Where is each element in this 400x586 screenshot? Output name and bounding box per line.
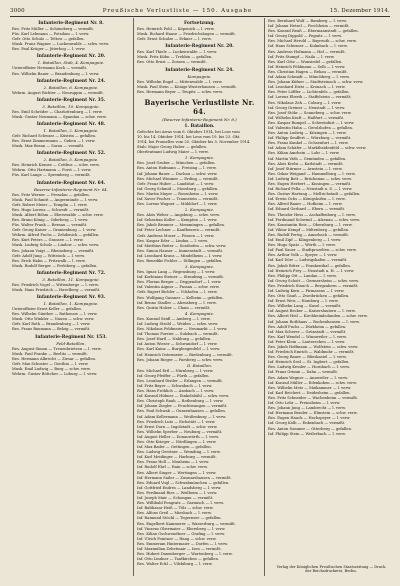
casualty-entry: Res. Wilhelm Günther — Rathenow — l. verw. <box>12 312 98 317</box>
casualty-entry: Inf. Joseph Mair — Schongau — vermißt. <box>137 496 214 501</box>
casualty-entry: Res. Peter Löffler — Lichtenfels — gefallen. <box>268 90 350 95</box>
casualty-entry: Res. Kilian Amrhein — Lohr — l. verw. <box>268 151 340 156</box>
footer-note: Verlag der Königlichen Preußischen Staatszeitung — Druck der Reichsdruckerei, Berlin. <box>276 564 386 574</box>
casualty-entry: Res. Josef Gruber — München — gefallen. <box>137 161 216 166</box>
casualty-entry: Res. Wilhelm Lang — Kusel — vermißt. <box>268 304 342 309</box>
casualty-entry: Inf. Georg Pfeiffer — Fürth — gefallen. <box>137 373 210 378</box>
casualty-entry: Res. Oskar Weigand — Hammelburg — l. verw. <box>268 171 356 176</box>
casualty-entry: Inf. Philipp Seuffert — Würzburg — vermißt. <box>268 136 352 141</box>
casualty-entry: Res. Hugo Spatz — Wörth — l. verw. <box>268 243 336 248</box>
casualty-entry: Füs. Karl Lange — Spremberg — vermißt. <box>12 173 91 178</box>
casualty-entry: Inf. Martin Väth — Gemünden — gefallen. <box>268 156 347 161</box>
casualty-entry: Unteroffizier Hermann Koch — vermißt. <box>12 66 88 71</box>
casualty-entry: Inf. Hermann Sailer — Zusmarshausen — vermißt. <box>137 475 232 480</box>
casualty-entry: Gefr. Karl Roth — Brandenburg — l. verw. <box>12 322 91 327</box>
middle-list <box>137 130 262 568</box>
section-subheading: 3. Bataillon, 10. Kompagnie. <box>42 103 100 109</box>
casualty-entry: Inf. Ernst Weis — Homburg — l. verw. <box>268 299 339 304</box>
column-left <box>12 19 130 578</box>
page-number: 3000 <box>10 8 25 14</box>
casualty-entry: Inf. Heinrich Seel — St. Ingbert — gefallen. <box>268 360 350 365</box>
casualty-entry: Res. Martin Mayer — Rosenheim — l. verw. <box>137 191 219 196</box>
casualty-entry: Inf. Max Bader — Oettingen — gefallen. <box>137 445 212 450</box>
casualty-entry: Inf. Valentin Aigner — Passau — schw. verw. <box>137 285 220 290</box>
casualty-entry: Res. Josef Stöhr — Sonneberg — schw. verw. <box>268 110 352 115</box>
casualty-entry: Res. Heinrich Pohl — Köpenick — l. verw. <box>137 27 215 31</box>
casualty-entry: Res. Wilhelm Engel — Mittenwalde — l. verw. <box>137 79 223 84</box>
section-heading: Infanterie-Regiment Nr. 153. <box>35 334 107 340</box>
casualty-entry: Inf. Ulrich Pointner — Haag — schw. verw. <box>137 536 217 541</box>
casualty-entry: Res. Hermann Albrecht — Ziesar — gefallen. <box>12 356 97 361</box>
casualty-entry: Inf. Johann Rothhaas — Rockenhausen — l. verw. <box>268 319 360 324</box>
casualty-entry: Inf. Karl Meidinger — Harburg — vermißt. <box>137 455 217 460</box>
casualty-entry: Res. Walter Eckl — Vilsbiburg — l. verw. <box>137 562 213 567</box>
casualty-entry: Unteroffizier Ernst Keller — gefallen. <box>12 307 82 312</box>
column-divider <box>264 18 265 576</box>
casualty-entry: Inf. Leonhard Dietz — Kronach — l. verw. <box>268 85 346 90</box>
header-rule <box>10 16 390 17</box>
casualty-entry: 1914, bei Fromelles vom 25. Oktober bis 5. November 1914. <box>137 140 251 145</box>
casualty-entry: Res. Simon Hauser — Immenstadt — vermißt. <box>137 248 224 253</box>
casualty-entry: Res. Ferdinand Ries — Weilheim — l. verw. <box>137 490 218 495</box>
casualty-entry: Res. Bernhard Wolf — Bamberg — l. verw. <box>268 19 347 23</box>
casualty-entry: Inf. Balthasar Heiß — Tölz — schw. verw. <box>137 506 214 511</box>
casualty-entry: Res. Jakob Ritter — Frankenthal — gefallen. <box>268 263 351 268</box>
casualty-entry: Inf. Viktor Kempf — Miltenberg — gefallen. <box>268 227 350 232</box>
column-right <box>268 19 390 578</box>
casualty-entry: Wehrm. Gustav Böttcher — Loburg — l. verw. <box>12 372 98 377</box>
casualty-entry: Res. Jakob Brunner — Memmingen — gefallen. <box>137 223 226 228</box>
casualty-entry: Res. Georg Bauer — Blieskastel — l. verw. <box>268 355 347 360</box>
casualty-entry: Res. Wilhelm Metz — Maikammer — l. verw. <box>268 385 352 390</box>
section-heading: Infanterie-Regiment Nr. 48. <box>36 121 106 127</box>
section-heading: Infanterie-Regiment Nr. 24. <box>165 67 234 73</box>
casualty-entry: Res. Kurt Peters — Gransee — l. verw. <box>12 238 84 243</box>
casualty-entry: Musk. Max Braun — Sorau — vermißt. <box>12 144 85 149</box>
casualty-entry: Res. Philipp Ott — Landau — l. verw. <box>268 273 337 278</box>
casualty-entry: Res. Otto Krieger — Nördlingen — l. verw. <box>137 440 217 444</box>
casualty-entry: Inf. Ludwig Bott — Brückenau — schw. verw. <box>268 176 353 181</box>
casualty-entry: Gefr. Ernst Schulze — Erkner — l. verw. <box>137 37 212 42</box>
casualty-entry: Inf. Lorenz Eberth — Staffelstein — vermißt. <box>268 95 352 100</box>
section-heading: Infanterie-Regiment Nr. 35. <box>36 97 106 103</box>
battalion-heading: 1. Bataillon. <box>184 123 215 129</box>
casualty-entry: Inf. Georg Kolb — Enkenbach — vermißt. <box>268 421 346 426</box>
column-divider <box>133 18 134 576</box>
casualty-entry: Res. Ludwig Kessler — Hornbach — l. verw. <box>268 365 351 370</box>
casualty-entry: Inf. Max Scherer — Grünstadt — vermißt. <box>268 329 347 334</box>
section-subheading: 1. Kompagnie. <box>184 155 215 161</box>
section-subheading: 2. Bataillon, 6. Kompagnie. <box>43 84 99 90</box>
casualty-entry: Gefr. Max Schuster — Genthin — l. verw. <box>12 361 89 366</box>
casualty-entry: Res. Hugo Lorenz — Schwedt — vermißt. <box>12 207 90 212</box>
casualty-entry: Res. Alfons Greil — Miesbach — l. verw. <box>137 511 212 516</box>
casualty-entry: Musk. Gustav Neumann — Spandau — schw. verw. <box>12 114 107 119</box>
casualty-entry: Res. Karl Thiele — Luckenwalde — l. verw. <box>137 50 218 55</box>
casualty-entry: Res. Benedikt Pichler — Dillingen — gefallen. <box>137 259 223 263</box>
casualty-entry: Musk. Richard Haase — Friedrichshagen — vermißt. <box>137 32 236 37</box>
casualty-entry: Musk. Rudolf Berger — Perleberg — gefallen. <box>12 263 98 268</box>
casualty-entry: Res. Alois Krebs — Karlstadt — vermißt. <box>268 161 344 166</box>
casualty-entry: Res. Jakob Hoffmann — Wolfstein — schw. verw. <box>268 345 359 349</box>
casualty-entry: Wehrm. Otto Hartmann — Forst — l. verw. <box>12 168 92 173</box>
list-title: Bayerische Verlustliste Nr. 64. <box>144 97 255 116</box>
casualty-entry: Res. Willibald Pongratz — Garmisch — l. verw. <box>137 501 225 506</box>
casualty-entry: Res. Friedrich Lutz — Eichstätt — l. verw. <box>137 419 216 424</box>
casualty-entry: Inf. Ferdinand Schwind — Alzenau — schw. verw. <box>268 217 361 222</box>
casualty-entry: Res. Ludwig Gerstner — Wemding — l. verw. <box>137 450 221 455</box>
casualty-entry: Res. Alois Weber — Augsburg — schw. verw. <box>137 213 221 218</box>
casualty-entry: Inf. Eduard Gerhard — Ebern — vermißt. <box>268 207 346 212</box>
casualty-entry: Inf. Franz Grimm — Dahn — vermißt. <box>268 370 339 375</box>
section-heading: Infanterie-Regiment Nr. 52. <box>36 151 106 157</box>
publication-title: Preußische Verlustliste — 150. Ausgabe <box>102 8 253 14</box>
casualty-entry: Füs. Karl Lehmann — Potsdam — l. verw. <box>12 32 90 37</box>
section-heading: Infanterie-Regiment Nr. 24. <box>36 78 106 84</box>
casualty-entry: Res. Leonhard Distler — Erlangen — vermißt. <box>137 378 223 383</box>
casualty-entry: Inf. Ernst Dorn — Ingolstadt — schw. verw. <box>137 424 218 429</box>
section-subheading: 1. Bataillon, 2. Kompagnie. <box>43 127 99 133</box>
casualty-entry: Res. Otto Ernst — Zossen — vermißt. <box>137 60 207 65</box>
section-subheading: II. Bataillon. <box>186 362 213 368</box>
casualty-entry: Res. Anton Ludwig — Kitzingen — l. verw. <box>268 131 347 136</box>
casualty-entry: Inf. Xaver Fischer — Traunstein — vermißt. <box>137 196 219 201</box>
casualty-entry: Res. Nikolaus Feldmeier — Neumarkt — l. verw. <box>137 327 228 332</box>
casualty-entry: Füs. Walter Frank — Bernau — vermißt. <box>12 223 88 228</box>
casualty-entry: Inf. Otto Lindner — Taufkirchen — gefallen. <box>137 557 220 562</box>
casualty-entry: Res. Paul Krüger — Jüterbog — l. verw. <box>12 47 86 52</box>
section-heading: Infanterie-Regiment Nr. 20. <box>165 44 234 50</box>
list-subtitle: (Reserve-Infanterie-Regiment Nr. 8.) <box>162 116 237 122</box>
casualty-entry: Res. Wolfgang Gassner — Kelheim — gefallen. <box>137 295 224 300</box>
casualty-entry: Inf. Valentin Hahn — Gerolzhofen — gefallen. <box>268 125 354 130</box>
casualty-entry: Stab: Major Georg Huber — gefallen. <box>137 145 208 150</box>
casualty-entry: 10. bis 14. Oktober 1914, bei Lens vom 19. bis 23. Okt. <box>137 134 241 139</box>
casualty-entry: Inf. Otto Lehr — Freinsheim — l. verw. <box>268 401 341 406</box>
casualty-entry: Res. Konstantin Reis — Obernburg — l. verw. <box>268 222 353 227</box>
casualty-entry: Res. Florian Berger — Deggendorf — l. verw. <box>137 280 222 285</box>
casualty-entry: Musk. Franz Wagner — Luckenwalde — schw. verw. <box>12 42 110 47</box>
casualty-entry: Inf. Thomas Forster — Sulzbach — vermißt. <box>137 332 219 337</box>
casualty-entry: Inf. Johann Ziegler — Feuchtwangen — vermißt. <box>137 404 228 409</box>
section-subheading: 1. Bataillon, Stab, 4. Kompagnie. <box>37 60 105 66</box>
middle-top-list <box>137 21 262 95</box>
casualty-entry: Musk. Emil Ludwig — Burg — schw. verw. <box>12 366 91 371</box>
casualty-entry: Musk. Paul Schmitt — Angermünde — l. verw. <box>12 197 99 202</box>
casualty-entry: Res. Ernst Zimmermann — Guben — l. verw. <box>12 139 96 144</box>
casualty-entry: Musk. Fritz Kühn — Trebbin — gefallen. <box>137 55 213 60</box>
section-subheading: 1. Bataillon, 1. Kompagnie. <box>43 301 99 307</box>
casualty-entry: Res. Alfred Bauer — Hofheim — l. verw. <box>268 202 343 207</box>
casualty-entry: Res. Michael Herold — Bayreuth — schw. verw. <box>268 39 357 44</box>
casualty-entry: Inf. Fritz Stumpf — Naila — l. verw. <box>268 54 335 59</box>
section-subheading: 2. Bataillon, 5. Kompagnie. <box>43 157 99 163</box>
casualty-entry: Res. Johann Küfner — Stadtsteinach — schw. verw. <box>268 80 364 85</box>
casualty-entry: Inf. Georg Schott — Germersheim — schw. verw. <box>268 278 360 283</box>
casualty-entry: Inf. Rudolf Ehrl — Rain — schw. verw. <box>137 465 208 470</box>
casualty-entry: Inf. Friedrich Emrich — Waldmohr — vermißt. <box>268 350 355 355</box>
casualty-entry: Res. Kaspar Rumpel — Schweinfurt — l. verw. <box>268 120 355 125</box>
casualty-entry: Res. Andreas Hofmann — Hof — vermißt. <box>268 49 346 54</box>
casualty-entry: Inf. Heinrich Frey — Neustadt a. H. — l. verw. <box>268 268 355 273</box>
casualty-entry: Inf. Raimund Stöckl — Tegernsee — gefallen. <box>137 516 222 521</box>
section-subheading: 3. Kompagnie. <box>184 264 215 270</box>
casualty-entry: Wehrm. August Richter — Neuruppin — vermißt. <box>12 90 104 95</box>
casualty-entry: Inf. Wilhelm Kraft — Haßfurt — vermißt. <box>268 115 345 120</box>
casualty-entry: Res. Engelbert Kammerer — Wasserburg — vermißt. <box>137 521 236 526</box>
casualty-entry: Inf. August Heller — Donauwörth — l. verw. <box>137 434 220 439</box>
casualty-entry: Res. Fritz Werner — Prenzlau — gefallen. <box>12 192 90 197</box>
section-subheading: Feld-Bataillon. <box>56 340 86 346</box>
casualty-entry: Res. Hermann Beyer — Teupitz — schw. verw. <box>137 89 223 94</box>
casualty-entry: Inf. Heinrich Ostermeier — Riedenburg — vermißt. <box>137 352 233 357</box>
casualty-entry: Res. Fritz Schneider — Wachenheim — vermißt. <box>268 395 359 400</box>
casualty-entry: Musk. Hans Friedrich — Havelberg — vermißt. <box>12 288 101 292</box>
casualty-entry: Inf. Emil Zipf — Klingenberg — l. verw. <box>268 238 342 243</box>
section-heading: Infanterie-Regiment Nr. 93. <box>36 295 106 301</box>
casualty-entry: Res. Friedrich Vogel — Wittenberge — l. verw. <box>12 282 99 287</box>
casualty-entry: Musk. Ludwig Scholz — Lindow — schw. verw. <box>12 243 100 248</box>
casualty-entry: Res. Lorenz Wagner — Mühldorf — l. verw. <box>137 202 218 207</box>
casualty-entry: Res. Rudolf Fertig — Amorbach — vermißt. <box>268 232 349 237</box>
casualty-entry: Res. Hans Fröhlich — Ansbach — l. verw. <box>137 389 215 394</box>
casualty-entry: Res. Friedrich Stauch — Bergzabern — vermißt. <box>268 283 359 288</box>
section-heading: Infanterie-Regiment Nr. 64. <box>36 180 106 186</box>
casualty-entry: Res. Michael Ertl — Nürnberg — l. verw. <box>137 368 214 373</box>
casualty-entry: Inf. Adam Schäfer — Marktheidenfeld — schw. verw. <box>268 146 367 151</box>
casualty-entry: Res. Albert Singer — Wertingen — l. verw. <box>137 470 217 475</box>
casualty-entry: Inf. Gottfried Endres — Landsberg — l. verw. <box>137 485 222 490</box>
casualty-entry: Inf. Konrad Müller — Edenkoben — schw. verw. <box>268 380 357 385</box>
casualty-entry: Inf. Konrad Hübner — Dinkelsbühl — schw. verw. <box>137 394 230 399</box>
casualty-entry: Res. Emil Schröder — Charlottenburg — l. verw. <box>12 109 103 114</box>
casualty-entry: Res. Erich Hahn — Pritzwalk — l. verw. <box>12 258 86 263</box>
casualty-entry: Wehrm. Alfred Fuchs — Zehdenick — gefallen. <box>12 233 100 238</box>
column-middle <box>137 19 262 578</box>
casualty-entry: Inf. Vinzenz Obermaier — Ebersberg — l. verw. <box>137 526 226 531</box>
casualty-entry: Gefr. Richard Schwarz — Küstrin — gefallen. <box>12 133 97 138</box>
casualty-entry: Inf. Sebastian Koller — Kempten — l. verw. <box>137 218 218 223</box>
casualty-entry: Res. Theodor Hess — Aschaffenburg — l. verw. <box>268 212 356 217</box>
casualty-entry: Gefr. Franz Huber — Landshut — l. verw. <box>137 181 215 186</box>
casualty-entry: Inf. Richard Fella — Neustadt a. S. — l. verw. <box>268 187 353 192</box>
casualty-entry: Gefr. Adolf Jung — Wittstock — l. verw. <box>12 253 86 258</box>
casualty-entry: Res. Franz Holl — Monheim — l. verw. <box>137 460 210 465</box>
casualty-entry: Res. Karl Götz — Wunsiedel — gefallen. <box>268 59 343 64</box>
casualty-entry: Inf. Adam Kellermann — Weißenburg — l. verw. <box>137 414 227 419</box>
casualty-entry: Gefr. Georg Kaiser — Oranienburg — l. verw. <box>12 228 97 233</box>
casualty-entry: Inf. Paul Sauer — Stadtprozelten — schw. verw. <box>268 248 357 253</box>
casualty-entry: Inf. Josef Stürmer — Arnstein — l. verw. <box>268 166 343 171</box>
casualty-entry: Inf. Peter Lechner — Kaufbeuren — vermißt. <box>137 228 221 233</box>
casualty-entry: Res. Christian Hagen — Rehau — vermißt. <box>268 69 348 74</box>
casualty-entry: Inf. Korbinian Steiner — Straubing — vermißt. <box>137 275 225 280</box>
page-header <box>10 6 390 16</box>
casualty-entry: Inf. Ludwig Kern — Pirmasens — l. verw. <box>268 288 345 293</box>
casualty-entry: Inf. Philipp Stein — Weilerbach — l. verw. <box>268 431 346 436</box>
casualty-entry: Res. Johann Voigt — Rheinsberg — vermißt. <box>12 248 95 253</box>
section-subheading: 2. Kompagnie. <box>184 207 215 213</box>
casualty-entry: Inf. Hans Schirmer — Kulmbach — l. verw. <box>268 44 348 49</box>
casualty-entry: Musk. Otto Winkler — Nauen — schw. verw. <box>12 317 95 322</box>
casualty-entry: Res. Adolf Fuchs — Dürkheim — gefallen. <box>268 324 347 329</box>
section-subheading: Reserve-Infanterie-Regiment Nr. 64. <box>34 186 108 192</box>
casualty-entry: Res. Eugen Herbert — Kissingen — vermißt. <box>268 182 352 186</box>
casualty-entry: Gefr. Andreas Moser — Füssen — l. verw. <box>137 233 215 238</box>
casualty-entry: Inf. Georg Schmid — Moosburg — gefallen. <box>137 186 219 191</box>
section-subheading: Kompagnie. <box>187 73 212 79</box>
casualty-entry: Res. Adam Wagner — Annweiler — l. verw. <box>268 375 348 380</box>
casualty-entry: Res. Eduard Vogl — Schwabmünchen — gefallen. <box>137 480 230 485</box>
casualty-entry: Res. Kaspar Eder — Lindau — l. verw. <box>137 238 208 243</box>
casualty-entry: Res. Johann Rieger — Parsberg — schw. verw. <box>137 357 224 362</box>
casualty-entry: Inf. Georg Greiner — Neustadt — l. verw. <box>268 105 346 110</box>
casualty-entry: Inf. Karl Dörr — Ludwigshafen — vermißt. <box>268 258 348 263</box>
casualty-entry: Oberleutnant Ludwig Maier — l. verw. <box>137 150 209 155</box>
casualty-entry: Res. Wilhelm Bauer — Brandenburg — l. verw. <box>12 71 100 76</box>
casualty-entry: Gefr. Rupert Bichler — Vilshofen — l. verw. <box>137 290 218 295</box>
casualty-entry: Inf. Johann Bauer — Dachau — schw. verw. <box>137 171 218 176</box>
casualty-entry: Inf. Erwin Ochs — Königshofen — l. verw. <box>268 197 346 202</box>
casualty-entry: Res. Paul Schwab — Gunzenhausen — gefallen. <box>137 409 226 414</box>
casualty-entry: Res. Otto Gauß — Zweibrücken — gefallen. <box>268 294 350 299</box>
casualty-entry: Inf. Karl Reichert — Deidesheim — gefallen. <box>268 390 351 395</box>
casualty-entry: Inf. Heinrich Pöhlmann — Selb — l. verw. <box>268 64 346 69</box>
casualty-entry: Inf. Adam Schmidt — Münchberg — l. verw. <box>268 75 350 80</box>
casualty-entry: Res. Konrad Reuß — Ebermannstadt — gefallen. <box>268 29 359 34</box>
casualty-entry: Res. Gustav Hartung — Mellrichstadt — gefallen. <box>268 192 361 197</box>
casualty-entry: Res. Wilhelm Sperber — Neuburg — vermißt. <box>137 429 223 434</box>
casualty-entry: Res. Anton Sommer — Otterberg — gefallen. <box>268 426 353 431</box>
casualty-entry: Inf. Anton Wieser — Schwandorf — l. verw. <box>137 342 218 347</box>
casualty-entry: Inf. Ludwig Strobl — Weiden — schw. verw. <box>137 321 219 326</box>
casualty-entry: Inf. Leonhard Kraus — Mindelheim — l. verw. <box>137 253 223 258</box>
casualty-entry: Gefr. Otto Schulz — Teltow — gefallen. <box>12 37 85 42</box>
casualty-entry: Res. Heinrich Krause — Cottbus — schw. verw. <box>12 163 100 168</box>
publication-date: 15. Dezember 1914. <box>329 8 390 14</box>
casualty-entry: Res. Anton Hofmann — Freising — l. verw. <box>137 166 217 171</box>
casualty-entry: Inf. Maximilian Zehetmair — Isen — vermißt. <box>137 546 222 551</box>
casualty-entry: Res. Albert Heil — Kirchheimbolanden — schw. verw. <box>268 314 368 319</box>
casualty-entry: Inf. August Becker — Kaiserslautern — l. verw. <box>268 309 356 314</box>
section-heading: Fortsetzung. <box>184 21 215 26</box>
casualty-entry: Res. Hubert Daxenberger — Wartenberg — l. verw. <box>137 552 233 557</box>
casualty-entry: Res. Karl Wendel — Winnweiler — l. verw. <box>268 334 347 339</box>
casualty-entry: Res. Quirin Holzer — Cham — vermißt. <box>137 305 211 310</box>
section-heading: Infanterie-Regiment Nr. 20. <box>36 54 106 60</box>
casualty-entry: Musk. Paul Stein — Königs-Wusterhausen — vermißt. <box>137 84 237 89</box>
casualty-entry: Inf. Benno Stadler — Abensberg — l. verw. <box>137 300 217 305</box>
casualty-entry: Res. Franz Kunkel — Ochsenfurt — l. verw. <box>268 141 349 146</box>
casualty-entry: Res. Johann Jung — Lambrecht — l. verw. <box>268 406 346 411</box>
casualty-entry: Res. Michael Wimmer — Erding — vermißt. <box>137 176 219 181</box>
casualty-entry: Res. August Simon — Treuenbrietzen — l. verw. <box>12 346 102 351</box>
casualty-entry: Res. Kilian Gschwendtner — Grafing — l. verw. <box>137 531 225 536</box>
casualty-entry: Inf. Hermann Bender — Elmstein — schw. verw. <box>268 411 358 416</box>
casualty-entry: Res. Konrad Seidl — Amberg — l. verw. <box>137 316 211 321</box>
casualty-entry: Res. Bruno König — Oderberg — l. verw. <box>12 217 89 222</box>
casualty-entry: Res. Christoph Rauh — Rothenburg — l. verw. <box>137 399 224 404</box>
casualty-entry: Res. Fritz Müller — Schöneberg — vermißt. <box>12 27 95 31</box>
casualty-entry: Res. Franz Baumann — Belzig — vermißt. <box>12 327 91 332</box>
section-heading: Infanterie-Regiment Nr. 72. <box>36 270 106 276</box>
casualty-entry: Musk. Paul Franke — Beelitz — vermißt. <box>12 351 88 356</box>
casualty-entry: Res. Karl Kainz — Burglengenfeld — l. verw. <box>137 347 221 352</box>
section-heading: Infanterie-Regiment Nr. 8. <box>38 21 104 26</box>
casualty-entry: Res. Emmeram Hintermaier — Dorfen — l. verw. <box>137 541 229 546</box>
casualty-entry: Inf. Matthias Reiter — Sonthofen — schw. verw. <box>137 243 227 248</box>
casualty-entry: Inf. Georg Dippold — Pegnitz — l. verw. <box>268 34 343 39</box>
casualty-entry: Res. Ignaz Lang — Regensburg — l. verw. <box>137 270 216 275</box>
casualty-entry: Gefechte bei Arras vom 6. Oktober 1914, bei Loos vom <box>137 129 240 134</box>
casualty-entry: Res. Josef Hartl — Nabburg — gefallen. <box>137 337 212 342</box>
casualty-entry: Inf. Johann Hetzel — Forchheim — vermißt. <box>268 24 350 29</box>
casualty-entry: Musk. Albert Böhm — Eberswalde — schw. verw. <box>12 212 104 217</box>
section-subheading: 4. Kompagnie. <box>184 310 215 316</box>
section-subheading: 3. Bataillon, 11. Kompagnie. <box>42 276 100 282</box>
casualty-entry: Res. Nikolaus Zeh — Coburg — l. verw. <box>268 100 342 105</box>
casualty-entry: Res. Arthur Volk — Speyer — l. verw. <box>268 253 338 258</box>
casualty-entry: Inf. Fritz Bayer — Schwabach — l. verw. <box>137 383 213 388</box>
casualty-entry: Res. Eugen Hauck — Hochspeyer — l. verw. <box>268 416 351 421</box>
casualty-entry: Inf. Peter Klein — Lauterecken — l. verw. <box>268 339 346 344</box>
casualty-entry: Gefr. Robert Meier — Templin — l. verw. <box>12 202 88 207</box>
